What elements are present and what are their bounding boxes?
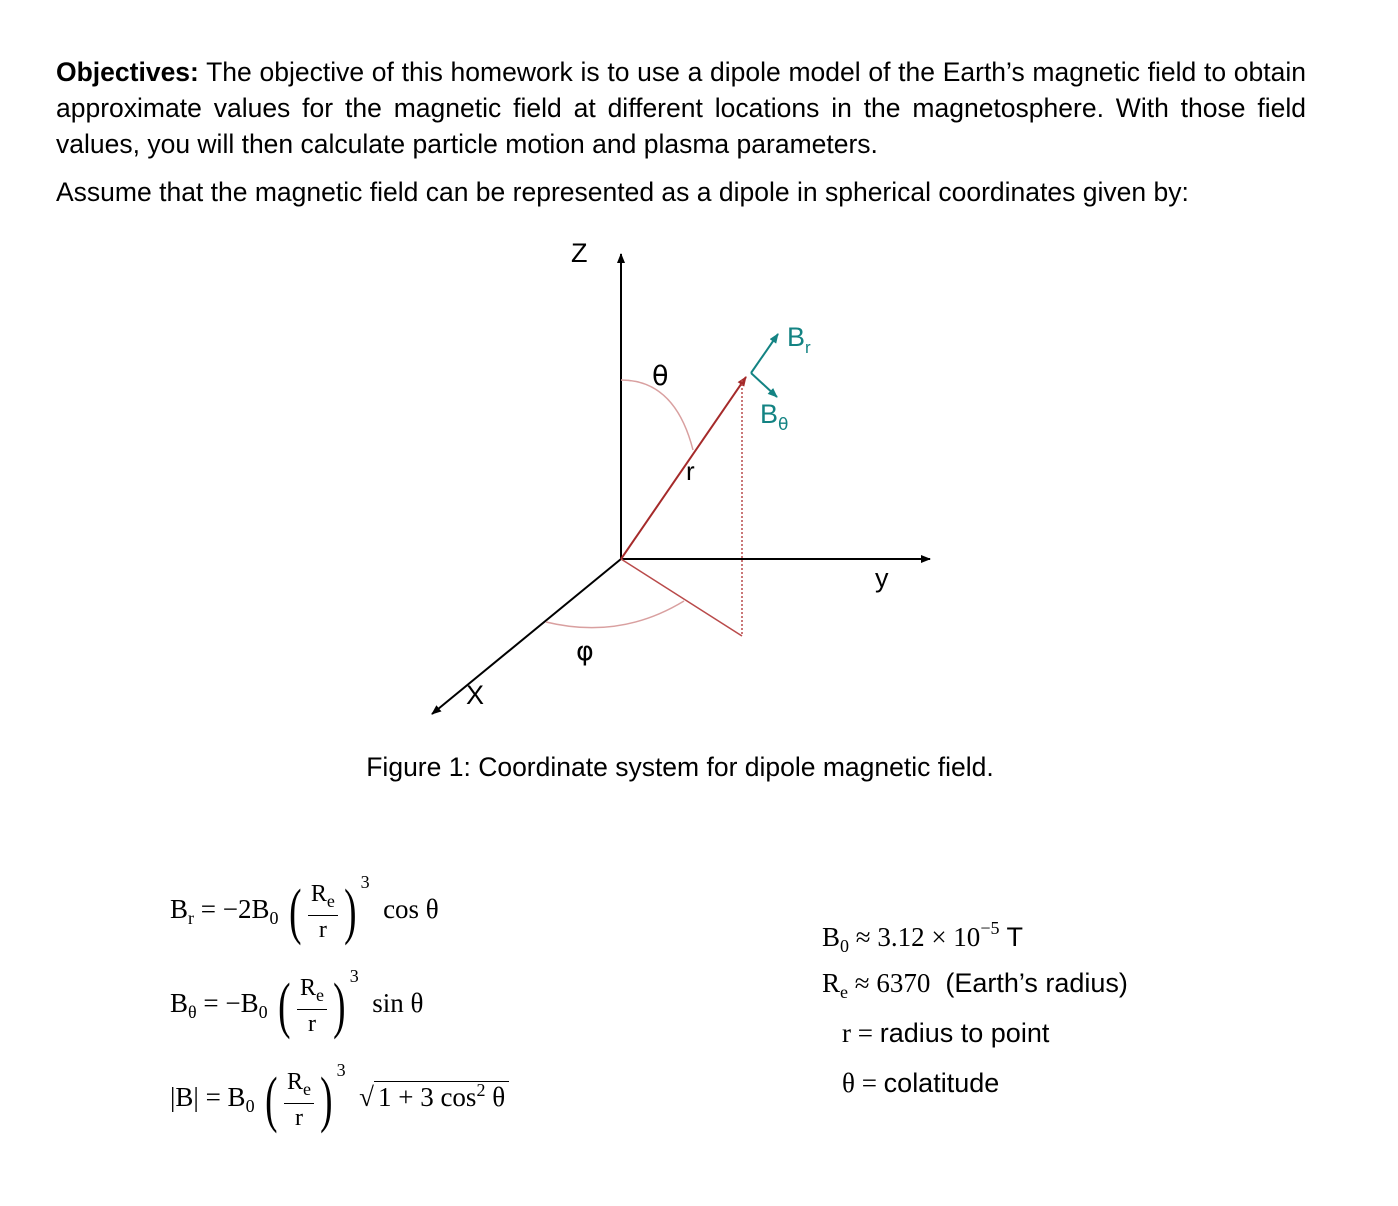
definition-r: r = radius to point <box>842 1018 1050 1048</box>
objectives-paragraph <box>56 54 1306 162</box>
phi-label: φ <box>576 636 594 667</box>
y-axis-label: y <box>875 563 889 593</box>
radius-vector <box>621 377 746 559</box>
assumption-text: Assume that the magnetic field can be represented as a dipole in spherical coordinates given by: <box>56 177 1189 207</box>
projection-line-ground <box>621 559 742 636</box>
theta-label: θ <box>652 361 669 392</box>
r-label: r <box>686 456 695 486</box>
x-axis-label: X <box>466 680 485 710</box>
equation-br: $B_r = -2B_0$ ( $\frac{R_e}{r}$ ) $^3$ cos θ <box>170 872 439 946</box>
btheta-vector <box>751 373 777 397</box>
objectives-text: The objective of this homework is to use a dipole model of the Earth’s magnetic field to obtain approximate values for the magnetic field at different locations in the magnetosphere. With those field values, you will then calculate particle motion and plasma parameters. <box>56 57 1306 159</box>
objectives-heading: Objectives: <box>56 57 199 87</box>
definition-re: $R_e \approx 6370$ (Earth’s radius) <box>822 968 1128 1002</box>
br-vector <box>751 334 778 373</box>
coordinate-system-figure <box>0 230 1398 730</box>
definition-theta: θ = colatitude <box>842 1068 1000 1098</box>
equation-bmag: $|B| = B_0$ ( $\frac{R_e}{r}$ ) $^3$ √ 1 + 3 $\cos^2 \theta$ <box>170 1060 509 1132</box>
definition-b0: $B_0 \approx 3.12 \times 10^{-5}$ T <box>822 918 1023 956</box>
figure-caption: Figure 1: Coordinate system for dipole magnetic field. <box>366 752 994 782</box>
btheta-label: $B_\theta$ <box>760 399 789 435</box>
phi-arc <box>546 601 684 628</box>
equation-btheta: $B_\theta = -B_0$ ( $\frac{R_e}{r}$ ) $^3$ sin θ <box>170 966 424 1040</box>
z-axis-label: Z <box>571 238 588 268</box>
br-label: $B_r$ <box>787 322 811 357</box>
